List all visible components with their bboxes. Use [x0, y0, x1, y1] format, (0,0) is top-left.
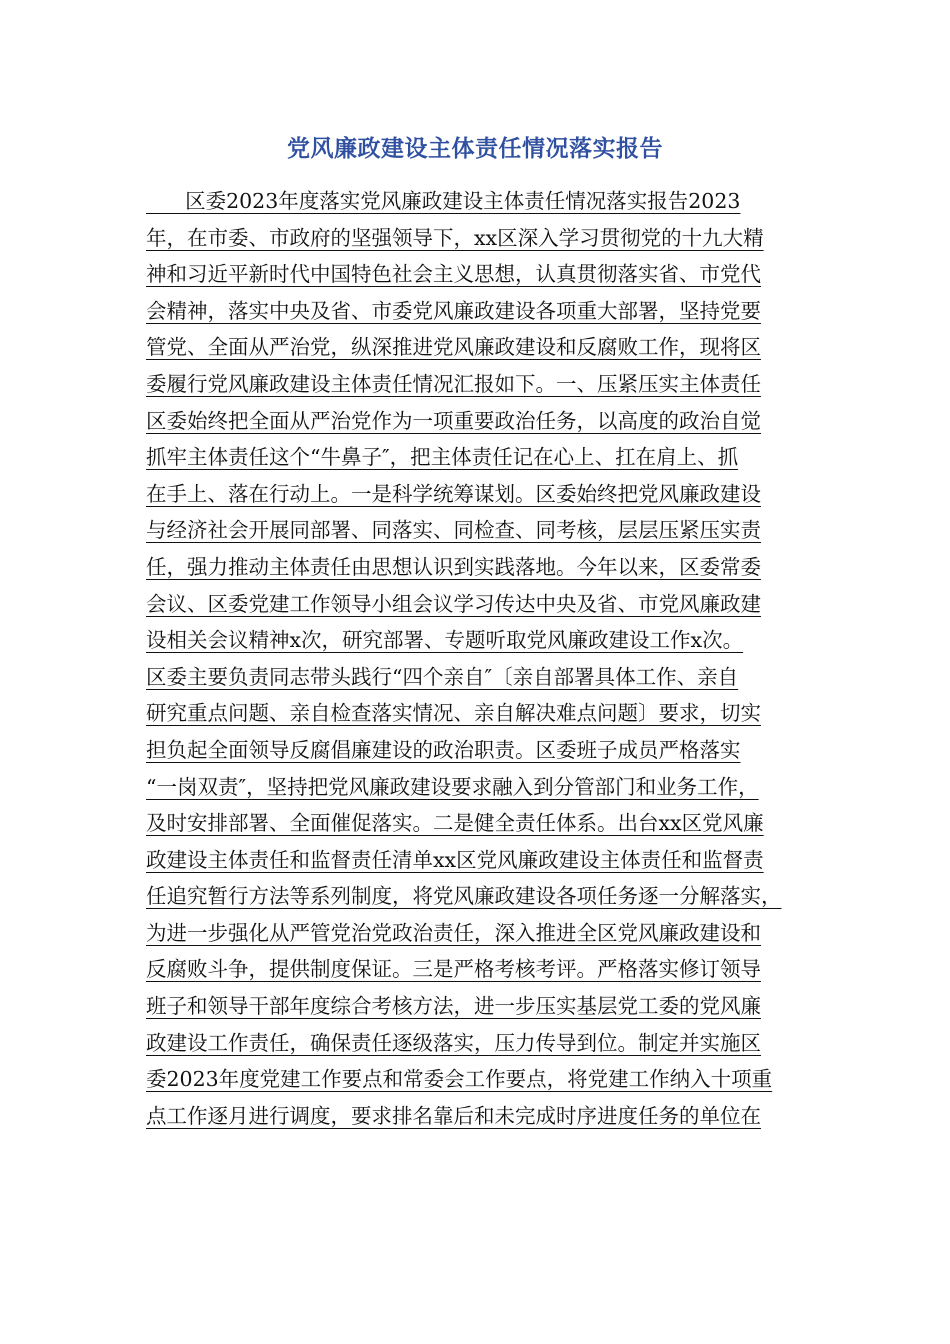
- body-line-text: 设相关会议精神x次，研究部署、专题听取党风廉政建设工作x次。: [146, 628, 744, 653]
- body-line-text: 管党、全面从严治党，纵深推进党风廉政建设和反腐败工作，现将区: [146, 335, 761, 360]
- body-line-text: 研究重点问题、亲自检查落实情况、亲自解决难点问题〕要求，切实: [146, 701, 761, 726]
- body-line-text: 委履行党风廉政建设主体责任情况汇报如下。一、压紧压实主体责任: [146, 371, 761, 396]
- body-line: [146, 842, 814, 879]
- body-line: [146, 549, 814, 586]
- body-line: [146, 732, 814, 769]
- body-line: [146, 1061, 814, 1098]
- body-line-text: 神和习近平新时代中国特色社会主义思想，认真贯彻落实省、市党代: [146, 262, 761, 287]
- body-line-text: 委2023年度党建工作要点和常委会工作要点，将党建工作纳入十项重: [146, 1067, 773, 1092]
- body-line-text: 与经济社会开展同部署、同落实、同检查、同考核，层层压紧压实责: [146, 518, 761, 543]
- body-line: [146, 805, 814, 842]
- body-line-text: 区委始终把全面从严治党作为一项重要政治任务，以高度的政治自觉: [146, 408, 761, 433]
- body-line: [146, 1025, 814, 1062]
- body-line: [146, 951, 814, 988]
- body-line-text: “一岗双责″，坚持把党风廉政建设要求融入到分管部门和业务工作，: [146, 774, 759, 799]
- document-title: 党风廉政建设主体责任情况落实报告: [287, 136, 663, 162]
- body-line: [146, 366, 814, 403]
- body-line: [146, 586, 814, 623]
- body-line: [146, 476, 814, 513]
- body-line-text: 区委主要负责同志带头践行“四个亲自″〔亲自部署具体工作、亲自: [146, 664, 739, 689]
- body-line: [146, 329, 814, 366]
- body-line-text: 班子和领导干部年度综合考核方法，进一步压实基层党工委的党风廉: [146, 994, 761, 1019]
- body-line: [146, 1098, 814, 1135]
- body-line: [146, 915, 814, 952]
- body-line-text: 政建设主体责任和监督责任清单xx区党风廉政建设主体责任和监督责: [146, 847, 764, 872]
- body-line: [146, 512, 814, 549]
- body-line: [146, 403, 814, 440]
- body-line-text: 在手上、落在行动上。一是科学统筹谋划。区委始终把党风廉政建设: [146, 481, 761, 506]
- body-line: [146, 256, 814, 293]
- body-line-text: 区委2023年度落实党风廉政建设主体责任情况落实报告2023: [146, 189, 741, 213]
- body-line: [146, 878, 814, 915]
- body-line-text: 任追究暂行方法等系列制度，将党风廉政建设各项任务逐一分解落实，: [146, 884, 782, 909]
- body-line: [146, 220, 814, 257]
- body-line: [146, 695, 814, 732]
- body-line-text: 点工作逐月进行调度，要求排名靠后和未完成时序进度任务的单位在: [146, 1103, 761, 1128]
- body-line-text: 年，在市委、市政府的坚强领导下，xx区深入学习贯彻党的十九大精: [146, 225, 764, 250]
- body-line-text: 担负起全面领导反腐倡廉建设的政治职责。区委班子成员严格落实: [146, 737, 741, 762]
- body-line-text: 及时安排部署、全面催促落实。二是健全责任体系。出台xx区党风廉: [146, 811, 764, 836]
- body-line: [146, 293, 814, 330]
- body-line-text: 为进一步强化从严管党治党政治责任，深入推进全区党风廉政建设和: [146, 920, 761, 945]
- body-line: [146, 622, 814, 659]
- body-line-text: 反腐败斗争，提供制度保证。三是严格考核考评。严格落实修订领导: [146, 957, 761, 982]
- body-line: [146, 769, 814, 806]
- body-line: [146, 659, 814, 696]
- body-line: [146, 183, 814, 220]
- body-line-text: 政建设工作责任，确保责任逐级落实，压力传导到位。制定并实施区: [146, 1030, 761, 1055]
- body-line: [146, 988, 814, 1025]
- body-line-text: 会精神，落实中央及省、市委党风廉政建设各项重大部署，坚持党要: [146, 298, 761, 323]
- document-body: [146, 183, 814, 1134]
- body-line-text: 任，强力推动主体责任由思想认识到实践落地。今年以来，区委常委: [146, 554, 761, 579]
- body-line-text: 会议、区委党建工作领导小组会议学习传达中央及省、市党风廉政建: [146, 591, 761, 616]
- body-line: [146, 439, 814, 476]
- body-line-text: 抓牢主体责任这个“牛鼻子″，把主体责任记在心上、扛在肩上、抓: [146, 445, 739, 470]
